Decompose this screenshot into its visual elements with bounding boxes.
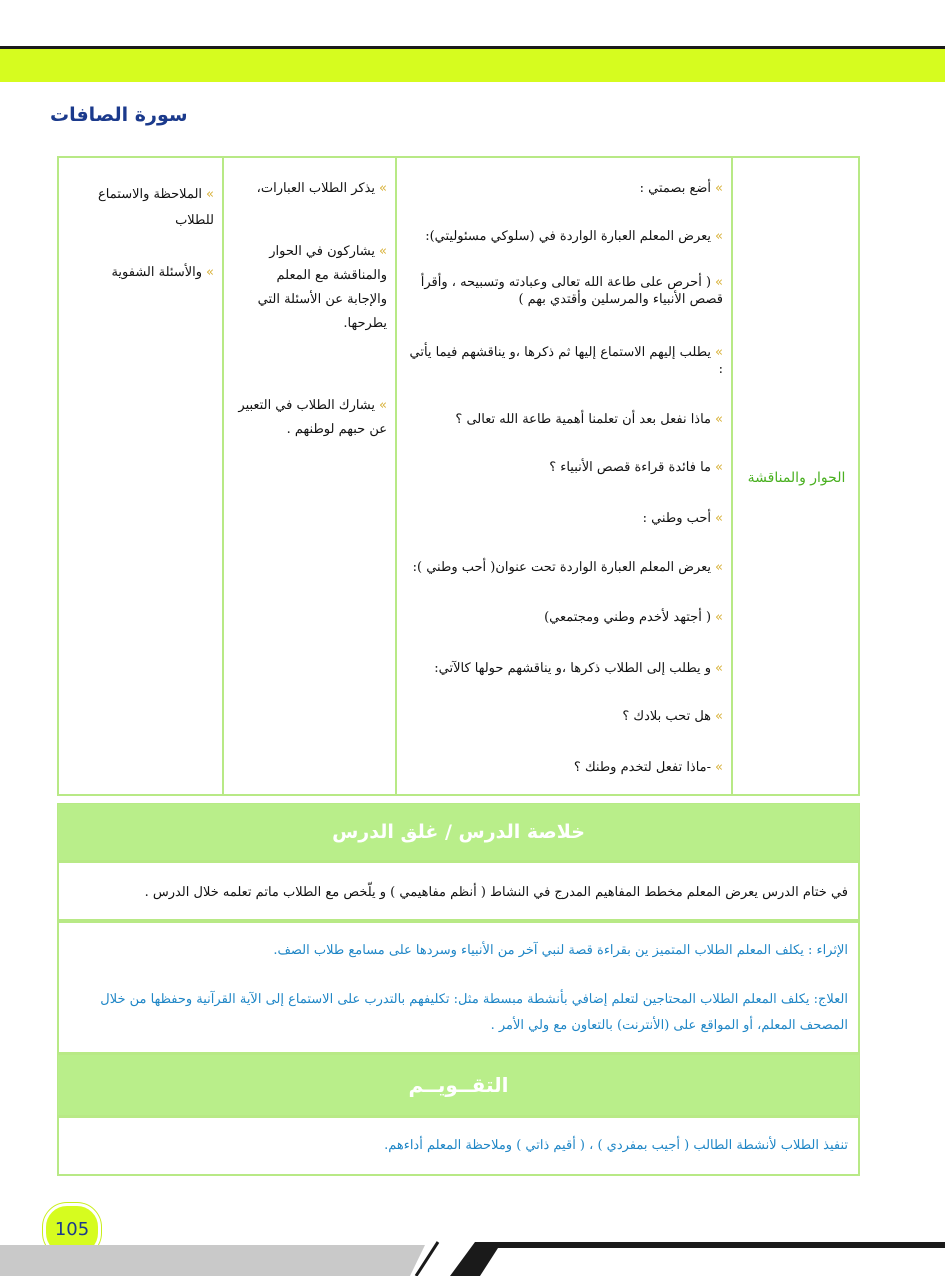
student-item: »يذكر الطلاب العبارات، <box>256 181 387 196</box>
footer-white-cut <box>480 1248 945 1276</box>
assessment-item: »والأسئلة الشفوية <box>111 265 214 280</box>
assessment-item: »الملاحظة والاستماع للطلاب <box>98 187 214 228</box>
surah-title: سورة الصافات <box>50 104 188 126</box>
summary-box <box>57 861 860 921</box>
bullet-icon: » <box>715 412 723 427</box>
teacher-item: »يعرض المعلم العبارة الواردة في (سلوكي مسئوليتي): <box>425 229 723 244</box>
remedial-text: العلاج: يكلف المعلم الطلاب المحتاجين لتعلم إضافي بأنشطة مبسطة مثل: تكليفهم بالتدرب على الاستماع إلى الآية القرآنية وحفظها من خلال المصحف المعلم، أو المواقع على (الأنترنت) بالتعاون مع ولي الأمر . <box>100 992 848 1033</box>
evaluation-box <box>57 1116 860 1176</box>
bullet-icon: » <box>379 181 387 196</box>
bullet-icon: » <box>715 345 723 360</box>
phase-label: الحوار والمناقشة <box>747 470 846 486</box>
evaluation-heading: التقــويــم <box>57 1054 860 1116</box>
bullet-icon: » <box>715 661 723 676</box>
teacher-item: »يعرض المعلم العبارة الواردة تحت عنوان( أحب وطني ): <box>412 560 723 575</box>
enrichment-box <box>57 921 860 1054</box>
bullet-icon: » <box>715 181 723 196</box>
teacher-item: »ما فائدة قراءة قصص الأنبياء ؟ <box>549 460 723 475</box>
bullet-icon: » <box>715 709 723 724</box>
teacher-item: »-ماذا تفعل لتخدم وطنك ؟ <box>573 760 723 775</box>
footer-decoration <box>0 1240 945 1276</box>
footer-gray-band <box>0 1245 425 1276</box>
summary-heading: خلاصة الدرس / غلق الدرس <box>57 803 860 861</box>
bullet-icon: » <box>379 398 387 413</box>
bullet-icon: » <box>206 187 214 202</box>
teacher-item: »يطلب إليهم الاستماع إليها ثم ذكرها ،و يناقشهم فيما يأتي : <box>409 345 723 377</box>
header-bar <box>0 49 945 126</box>
student-item: »يشاركون في الحوار والمناقشة مع المعلم والإجابة عن الأسئلة التي يطرحها. <box>257 244 387 331</box>
bullet-icon: » <box>715 229 723 244</box>
student-item: »يشارك الطلاب في التعبير عن حبهم لوطنهم . <box>238 398 387 437</box>
assessment-column <box>59 158 222 794</box>
teacher-item: »( أجتهد لأخدم وطني ومجتمعي) <box>544 610 723 625</box>
enrichment-text: الإثراء : يكلف المعلم الطلاب المتميز ين بقراءة قصة لنبي آخر من الأنبياء وسردها على مسامع طلاب الصف. <box>273 943 848 958</box>
teacher-column <box>395 158 731 794</box>
teacher-item: »أحب وطني : <box>642 511 723 526</box>
bullet-icon: » <box>715 511 723 526</box>
bullet-icon: » <box>379 244 387 259</box>
evaluation-text: تنفيذ الطلاب لأنشطة الطالب ( أجيب بمفردي ) ، ( أقيم ذاتي ) وملاحظة المعلم أداءهم. <box>384 1138 848 1153</box>
teacher-item: »ماذا نفعل بعد أن تعلمنا أهمية طاعة الله تعالى ؟ <box>455 412 723 427</box>
bullet-icon: » <box>715 460 723 475</box>
bullet-icon: » <box>715 610 723 625</box>
teacher-item: »و يطلب إلى الطلاب ذكرها ،و يناقشهم حولها كالآتي: <box>434 661 723 676</box>
bullet-icon: » <box>715 560 723 575</box>
summary-text: في ختام الدرس يعرض المعلم مخطط المفاهيم المدرج في النشاط ( أنظم مفاهيمي ) و يلّخص مع الطلاب ماتم تعلمه خلال الدرس . <box>144 885 848 900</box>
bullet-icon: » <box>206 265 214 280</box>
student-column <box>222 158 395 794</box>
teacher-item: »هل تحب بلادك ؟ <box>622 709 723 724</box>
teacher-item: »( أحرص على طاعة الله تعالى وعبادته وتسبيحه ، وأقرأ قصص الأنبياء والمرسلين وأقتدي بهم ) <box>420 275 723 307</box>
lesson-table <box>57 156 860 796</box>
bullet-icon: » <box>715 275 723 290</box>
page-number: 105 <box>43 1203 101 1257</box>
bullet-icon: » <box>715 760 723 775</box>
phase-column <box>731 158 860 794</box>
teacher-item: »أضع بصمتي : <box>639 181 723 196</box>
